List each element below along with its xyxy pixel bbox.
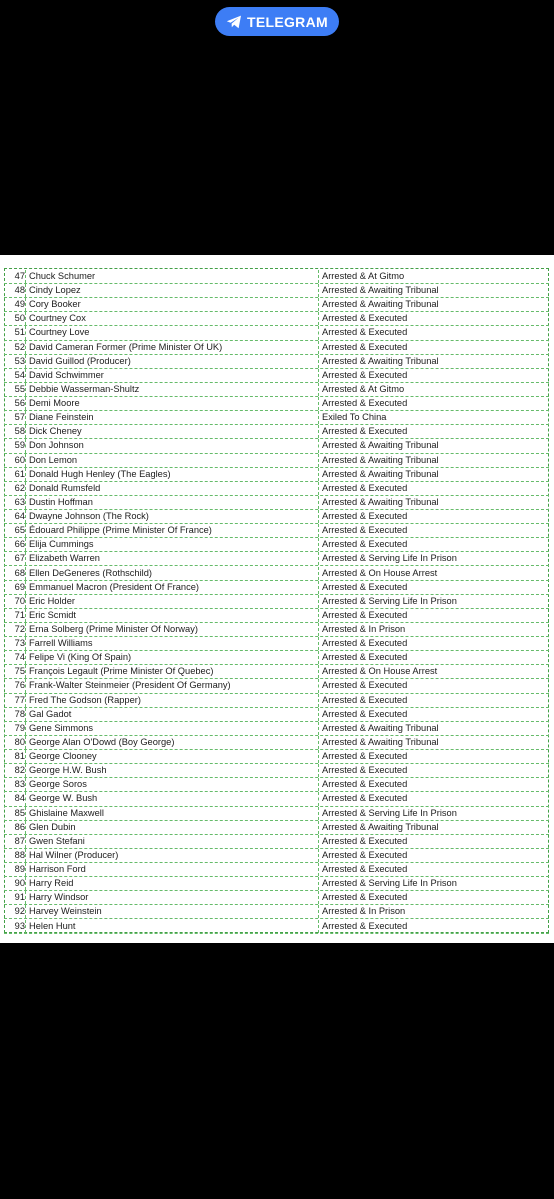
table-row — [4, 637, 549, 651]
row-name: Diane Feinstein — [25, 411, 318, 424]
row-status: Arrested & Awaiting Tribunal — [318, 284, 549, 297]
row-number: 89 — [14, 864, 25, 875]
row-number: 72 — [14, 624, 25, 634]
row-number: 74 — [14, 652, 25, 663]
row-name: David Guillod (Producer) — [25, 355, 318, 368]
row-status: Arrested & Executed — [318, 326, 549, 339]
row-number: 92 — [14, 906, 25, 917]
row-name: Elizabeth Warren — [25, 552, 318, 565]
row-name: Dustin Hoffman — [25, 496, 318, 509]
row-name: George H.W. Bush — [25, 764, 318, 777]
row-number: 76 — [14, 680, 25, 691]
row-name: David Schwimmer — [25, 369, 318, 382]
row-status: Arrested & Serving Life In Prison — [318, 552, 549, 565]
row-number: 67 — [14, 553, 25, 564]
row-name: Cory Booker — [25, 298, 318, 311]
row-status: Arrested & Executed — [318, 312, 549, 325]
telegram-badge-label: TELEGRAM — [247, 13, 328, 30]
table-row — [4, 651, 549, 665]
row-number: 61 — [14, 468, 25, 479]
row-status: Arrested & At Gitmo — [318, 383, 549, 396]
row-number: 91 — [14, 892, 25, 903]
row-number: 78 — [14, 708, 25, 719]
row-number: 55 — [14, 383, 25, 394]
row-number: 62 — [14, 482, 25, 493]
document-image[interactable] — [0, 255, 554, 943]
table-row — [4, 355, 549, 369]
row-number: 93 — [14, 920, 25, 931]
table-row — [4, 482, 549, 496]
table-row — [4, 270, 549, 284]
row-name: George Alan O'Dowd (Boy George) — [25, 736, 318, 749]
row-name: Dwayne Johnson (The Rock) — [25, 510, 318, 523]
row-status: Arrested & Executed — [318, 425, 549, 438]
row-status: Arrested & Awaiting Tribunal — [318, 736, 549, 749]
paper-plane-icon — [226, 15, 242, 29]
row-name: Édouard Philippe (Prime Minister Of France) — [25, 524, 318, 537]
row-name: George Soros — [25, 778, 318, 791]
table-row — [4, 397, 549, 411]
row-name: Don Lemon — [25, 454, 318, 467]
table-row — [4, 807, 549, 821]
table-row — [4, 877, 549, 891]
table-row — [4, 439, 549, 453]
row-number: 73 — [14, 638, 25, 649]
row-status: Arrested & Awaiting Tribunal — [318, 496, 549, 509]
row-status: Arrested & Awaiting Tribunal — [318, 298, 549, 311]
row-status: Arrested & Awaiting Tribunal — [318, 439, 549, 452]
table-row — [4, 454, 549, 468]
row-status: Arrested & Executed — [318, 750, 549, 763]
row-number: 68 — [14, 567, 25, 578]
table-row — [4, 679, 549, 693]
row-status: Exiled To China — [318, 411, 549, 424]
table-row — [4, 764, 549, 778]
row-status: Arrested & Executed — [318, 849, 549, 862]
row-number: 63 — [14, 496, 25, 507]
row-name: Ellen DeGeneres (Rothschild) — [25, 567, 318, 580]
row-status: Arrested & Executed — [318, 637, 549, 650]
row-status: Arrested & Executed — [318, 708, 549, 721]
table-row — [4, 510, 549, 524]
row-name: Donald Hugh Henley (The Eagles) — [25, 468, 318, 481]
row-status: Arrested & Serving Life In Prison — [318, 807, 549, 820]
row-name: Demi Moore — [25, 397, 318, 410]
row-name: Courtney Love — [25, 326, 318, 339]
row-name: Gene Simmons — [25, 722, 318, 735]
row-number: 85 — [14, 807, 25, 818]
table-row — [4, 538, 549, 552]
table-row — [4, 581, 549, 595]
table-row — [4, 920, 549, 934]
row-name: Harvey Weinstein — [25, 905, 318, 918]
row-status: Arrested & Executed — [318, 920, 549, 933]
row-status: Arrested & Executed — [318, 397, 549, 410]
table-row — [4, 736, 549, 750]
row-name: Gwen Stefani — [25, 835, 318, 848]
row-number: 50 — [14, 313, 25, 324]
row-number: 82 — [14, 765, 25, 776]
table-row — [4, 905, 549, 919]
table-row — [4, 665, 549, 679]
row-name: Donald Rumsfeld — [25, 482, 318, 495]
table-row — [4, 694, 549, 708]
row-status: Arrested & Executed — [318, 891, 549, 904]
row-name: Farrell Williams — [25, 637, 318, 650]
row-number: 90 — [14, 878, 25, 889]
row-number: 65 — [14, 525, 25, 536]
row-status: Arrested & Executed — [318, 581, 549, 594]
row-number: 57 — [14, 412, 25, 423]
table-row — [4, 341, 549, 355]
table-row — [4, 383, 549, 397]
row-number: 79 — [14, 722, 25, 733]
row-status: Arrested & Awaiting Tribunal — [318, 722, 549, 735]
row-number: 52 — [14, 341, 25, 352]
table-row — [4, 595, 549, 609]
row-number: 83 — [14, 779, 25, 790]
row-number: 56 — [14, 398, 25, 409]
row-status: Arrested & At Gitmo — [318, 270, 549, 283]
row-name: Ghislaine Maxwell — [25, 807, 318, 820]
row-status: Arrested & Executed — [318, 510, 549, 523]
row-name: Fred The Godson (Rapper) — [25, 694, 318, 707]
row-number: 88 — [14, 849, 25, 860]
row-name: Courtney Cox — [25, 312, 318, 325]
table-row — [4, 567, 549, 581]
table-row — [4, 849, 549, 863]
table-row — [4, 524, 549, 538]
row-status: Arrested & Executed — [318, 863, 549, 876]
row-name: George W. Bush — [25, 792, 318, 805]
table-row — [4, 425, 549, 439]
table-row — [4, 369, 549, 383]
row-status: Arrested & Executed — [318, 792, 549, 805]
row-number: 59 — [14, 440, 25, 451]
row-status: Arrested & Awaiting Tribunal — [318, 454, 549, 467]
row-name: Don Johnson — [25, 439, 318, 452]
row-status: Arrested & Executed — [318, 679, 549, 692]
row-status: Arrested & Executed — [318, 835, 549, 848]
row-number: 81 — [14, 751, 25, 762]
row-name: Helen Hunt — [25, 920, 318, 933]
row-status: Arrested & Executed — [318, 369, 549, 382]
table-row — [4, 284, 549, 298]
table-row — [4, 609, 549, 623]
row-name: George Clooney — [25, 750, 318, 763]
row-name: Eric Holder — [25, 595, 318, 608]
table-row — [4, 326, 549, 340]
row-number: 58 — [14, 426, 25, 437]
row-status: Arrested & Serving Life In Prison — [318, 595, 549, 608]
table-row — [4, 863, 549, 877]
row-number: 48 — [14, 285, 25, 296]
row-status: Arrested & Executed — [318, 482, 549, 495]
table-row — [4, 552, 549, 566]
row-name: David Cameran Former (Prime Minister Of UK) — [25, 341, 318, 354]
row-number: 71 — [14, 609, 25, 620]
table-row — [4, 468, 549, 482]
table-row — [4, 891, 549, 905]
table-row — [4, 496, 549, 510]
row-number: 75 — [14, 666, 25, 677]
row-name: Dick Cheney — [25, 425, 318, 438]
row-name: Cindy Lopez — [25, 284, 318, 297]
row-status: Arrested & In Prison — [318, 623, 549, 636]
row-name: Gal Gadot — [25, 708, 318, 721]
table-row — [4, 750, 549, 764]
table-row — [4, 623, 549, 637]
row-status: Arrested & On House Arrest — [318, 567, 549, 580]
row-number: 84 — [14, 793, 25, 804]
table-row — [4, 792, 549, 806]
row-name: Erna Solberg (Prime Minister Of Norway) — [25, 623, 318, 636]
row-status: Arrested & Executed — [318, 778, 549, 791]
row-number: 80 — [14, 736, 25, 747]
row-status: Arrested & In Prison — [318, 905, 549, 918]
row-number: 64 — [14, 511, 25, 522]
row-number: 70 — [14, 595, 25, 606]
row-number: 69 — [14, 581, 25, 592]
row-number: 51 — [14, 327, 25, 338]
table-row — [4, 312, 549, 326]
row-name: Elija Cummings — [25, 538, 318, 551]
row-number: 66 — [14, 539, 25, 550]
row-name: Harry Windsor — [25, 891, 318, 904]
telegram-badge-button[interactable] — [215, 7, 339, 36]
row-name: Chuck Schumer — [25, 270, 318, 283]
row-name: Felipe Vi (King Of Spain) — [25, 651, 318, 664]
table-row — [4, 821, 549, 835]
row-name: Eric Scmidt — [25, 609, 318, 622]
row-status: Arrested & Awaiting Tribunal — [318, 468, 549, 481]
row-number: 49 — [14, 299, 25, 310]
row-status: Arrested & On House Arrest — [318, 665, 549, 678]
table-row — [4, 778, 549, 792]
row-status: Arrested & Executed — [318, 651, 549, 664]
row-number: 77 — [14, 694, 25, 705]
row-status: Arrested & Serving Life In Prison — [318, 877, 549, 890]
table-row — [4, 708, 549, 722]
row-status: Arrested & Executed — [318, 764, 549, 777]
row-status: Arrested & Executed — [318, 694, 549, 707]
row-number: 47 — [14, 271, 25, 281]
table-row — [4, 722, 549, 736]
table-row — [4, 411, 549, 425]
row-status: Arrested & Executed — [318, 341, 549, 354]
row-name: Harry Reid — [25, 877, 318, 890]
row-name: François Legault (Prime Minister Of Quebec) — [25, 665, 318, 678]
row-number: 60 — [14, 454, 25, 465]
row-status: Arrested & Executed — [318, 524, 549, 537]
table-row — [4, 835, 549, 849]
row-number: 54 — [14, 369, 25, 380]
row-name: Frank-Walter Steinmeier (President Of Germany) — [25, 679, 318, 692]
row-name: Emmanuel Macron (President Of France) — [25, 581, 318, 594]
row-name: Harrison Ford — [25, 863, 318, 876]
row-number: 86 — [14, 821, 25, 832]
row-status: Arrested & Awaiting Tribunal — [318, 821, 549, 834]
row-number: 87 — [14, 835, 25, 846]
row-status: Arrested & Awaiting Tribunal — [318, 355, 549, 368]
row-name: Glen Dubin — [25, 821, 318, 834]
row-status: Arrested & Executed — [318, 538, 549, 551]
row-status: Arrested & Executed — [318, 609, 549, 622]
row-name: Hal Wilner (Producer) — [25, 849, 318, 862]
table-row — [4, 298, 549, 312]
row-name: Debbie Wasserman-Shultz — [25, 383, 318, 396]
row-number: 53 — [14, 355, 25, 366]
